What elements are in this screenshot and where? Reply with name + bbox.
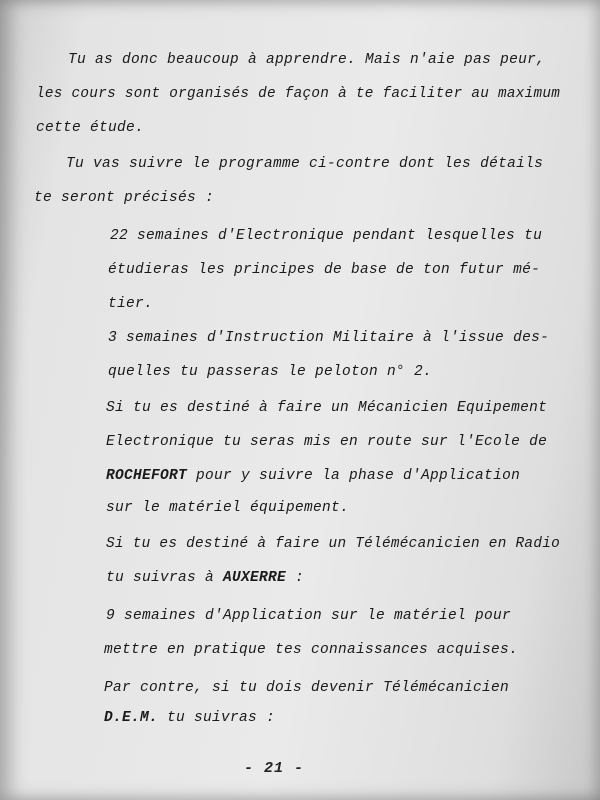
city-name: AUXERRE (223, 570, 287, 586)
text-line: Tu vas suivre le programme ci-contre dont les détails (66, 156, 544, 172)
text-span: : (286, 570, 305, 586)
text-line: Electronique tu seras mis en route sur l'Ecole de (106, 434, 548, 450)
text-line: étudieras les principes de base de ton futur mé- (108, 262, 541, 278)
text-line (106, 468, 520, 484)
text-line: Tu as donc beaucoup à apprendre. Mais n'aie pas peur, (68, 52, 546, 68)
text-line: cette étude. (36, 120, 145, 136)
text-line: quelles tu passeras le peloton n° 2. (108, 364, 433, 380)
text-line: Par contre, si tu dois devenir Télémécanicien (104, 680, 510, 696)
text-line: 9 semaines d'Application sur le matériel pour (106, 608, 512, 624)
text-line: Si tu es destiné à faire un Télémécanicien en Radio (106, 536, 561, 552)
abbreviation: D.E.M. (104, 710, 159, 726)
text-span: pour y suivre la phase d'Application (187, 468, 521, 484)
text-span: tu suivras à (106, 570, 224, 586)
page-number: - 21 - (244, 760, 305, 777)
text-line (106, 570, 304, 586)
text-line: mettre en pratique tes connaissances acquises. (104, 642, 519, 658)
text-line: Si tu es destiné à faire un Mécanicien Equipement (106, 400, 548, 416)
text-span: tu suivras : (158, 710, 276, 726)
text-line: te seront précisés : (34, 190, 215, 206)
text-line: 3 semaines d'Instruction Militaire à l'issue des- (108, 330, 550, 346)
text-line (104, 710, 275, 726)
text-line: sur le matériel équipement. (106, 500, 350, 516)
text-line: tier. (108, 296, 154, 312)
city-name: ROCHEFORT (106, 468, 188, 484)
text-line: les cours sont organisés de façon à te faciliter au maximum (36, 86, 561, 102)
text-line: 22 semaines d'Electronique pendant lesquelles tu (110, 228, 543, 244)
